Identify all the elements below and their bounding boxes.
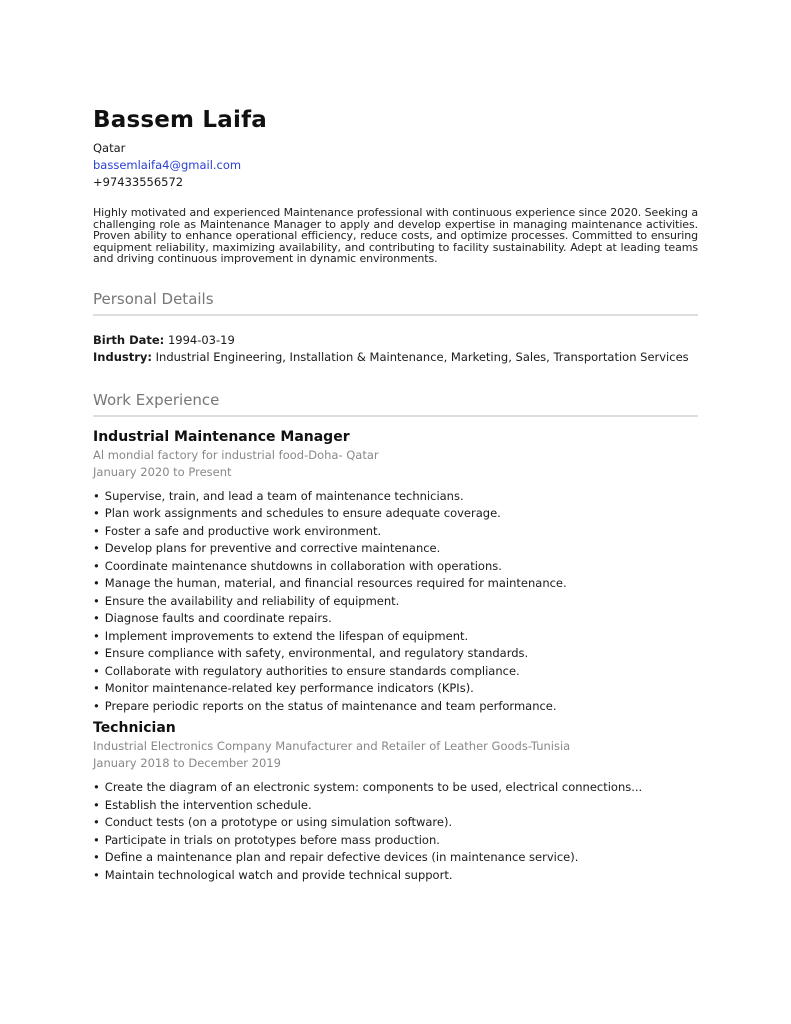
email-link[interactable]: bassemlaifa4@gmail.com bbox=[93, 158, 242, 172]
duty-item: • Diagnose faults and coordinate repairs. bbox=[93, 610, 698, 628]
professional-summary: Highly motivated and experienced Maintenance professional with continuous experience since 2020. Seeking a challenging role as Maintenance Manager to apply and develop expertise in managing maintenance activities. Proven ability to enhance operational efficiency, reduce costs, and optimize processes. Committed to ensuring equipment reliability, maximizing availability, and contributing to facility sustainability. Adept at leading teams and driving continuous improvement in dynamic environments. bbox=[93, 206, 698, 266]
duty-item: • Prepare periodic reports on the status of maintenance and team performance. bbox=[93, 698, 698, 716]
job-entry bbox=[93, 718, 698, 884]
job-duties-list bbox=[93, 779, 698, 884]
section-divider bbox=[93, 415, 698, 417]
phone-number: +97433556572 bbox=[93, 175, 184, 189]
duty-item: • Manage the human, material, and financial resources required for maintenance. bbox=[93, 575, 698, 593]
duty-item: • Conduct tests (on a prototype or using simulation software). bbox=[93, 814, 698, 832]
duty-item: • Develop plans for preventive and corrective maintenance. bbox=[93, 540, 698, 558]
job-dates: January 2018 to December 2019 bbox=[93, 756, 281, 771]
job-company: Al mondial factory for industrial food-Doha- Qatar bbox=[93, 447, 379, 462]
job-title: Industrial Maintenance Manager bbox=[93, 428, 350, 445]
job-company: Industrial Electronics Company Manufacturer and Retailer of Leather Goods-Tunisia bbox=[93, 739, 571, 754]
job-duties-list bbox=[93, 488, 698, 716]
duty-item: • Implement improvements to extend the lifespan of equipment. bbox=[93, 628, 698, 646]
birth-date-value: 1994-03-19 bbox=[167, 332, 235, 347]
industry-value: Industrial Engineering, Installation & Maintenance, Marketing, Sales, Transportation Services bbox=[155, 349, 689, 364]
duty-item: • Establish the intervention schedule. bbox=[93, 797, 698, 815]
location: Qatar bbox=[93, 141, 126, 155]
duty-item: • Ensure the availability and reliability of equipment. bbox=[93, 593, 698, 611]
section-divider bbox=[93, 314, 698, 316]
duty-item: • Participate in trials on prototypes before mass production. bbox=[93, 832, 698, 850]
duty-item: • Plan work assignments and schedules to ensure adequate coverage. bbox=[93, 505, 698, 523]
industry-label: Industry: bbox=[93, 349, 152, 364]
duty-item: • Ensure compliance with safety, environmental, and regulatory standards. bbox=[93, 645, 698, 663]
job-title: Technician bbox=[93, 720, 176, 737]
duty-item: • Create the diagram of an electronic system: components to be used, electrical connections... bbox=[93, 779, 698, 797]
resume-page bbox=[93, 104, 698, 884]
duty-item: • Monitor maintenance-related key performance indicators (KPIs). bbox=[93, 680, 698, 698]
job-dates: January 2020 to Present bbox=[93, 464, 232, 479]
personal-details bbox=[93, 332, 698, 366]
duty-item: • Coordinate maintenance shutdowns in collaboration with operations. bbox=[93, 558, 698, 576]
section-title-personal-details: Personal Details bbox=[93, 289, 214, 308]
duty-item: • Supervise, train, and lead a team of maintenance technicians. bbox=[93, 488, 698, 506]
job-entry bbox=[93, 427, 698, 716]
duty-item: • Collaborate with regulatory authorities to ensure standards compliance. bbox=[93, 663, 698, 681]
duty-item: • Maintain technological watch and provide technical support. bbox=[93, 867, 698, 885]
contact-block bbox=[93, 140, 698, 191]
birth-date-label: Birth Date: bbox=[93, 332, 165, 347]
duty-item: • Define a maintenance plan and repair defective devices (in maintenance service). bbox=[93, 849, 698, 867]
industry-row bbox=[93, 349, 698, 366]
candidate-name: Bassem Laifa bbox=[93, 107, 267, 133]
duty-item: • Foster a safe and productive work environment. bbox=[93, 523, 698, 541]
birth-date-row bbox=[93, 332, 698, 349]
section-title-work-experience: Work Experience bbox=[93, 390, 220, 409]
